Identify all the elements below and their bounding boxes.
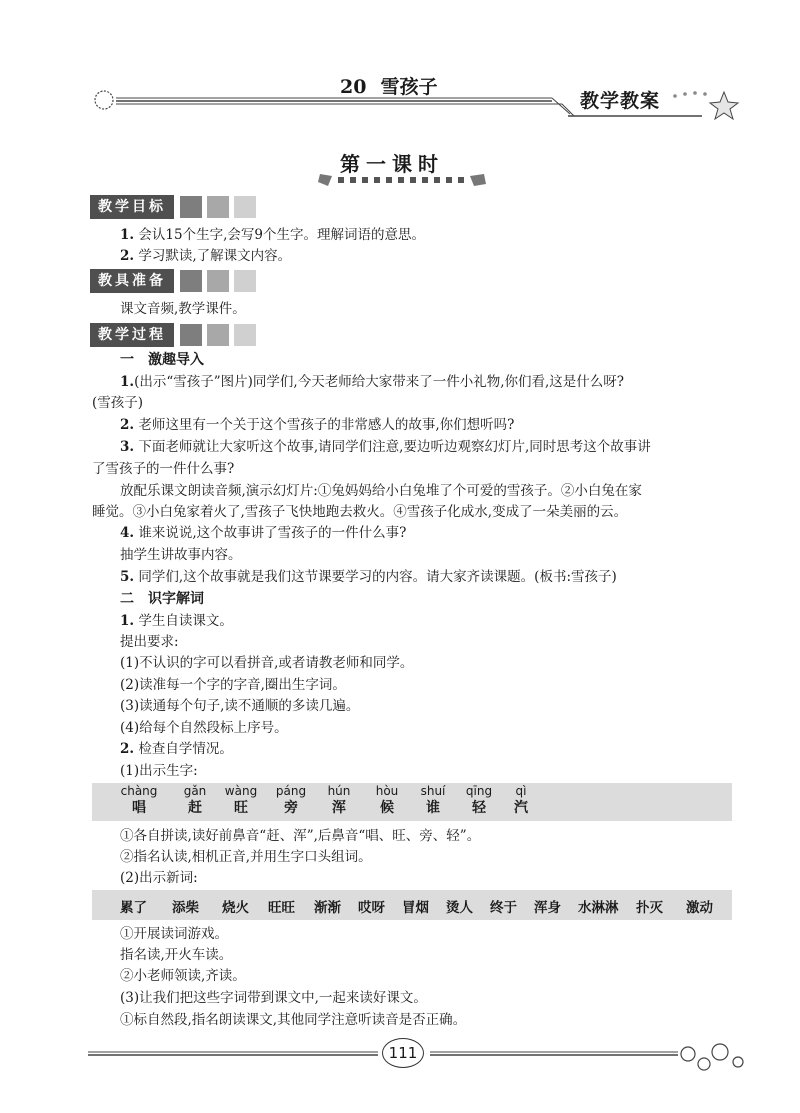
- word-item: 水淋淋: [578, 900, 619, 916]
- character-cell: hún 浑: [327, 784, 351, 816]
- part1-line: 放配乐课文朗读音频,演示幻灯片:①兔妈妈给小白兔堆了个可爱的雪孩子。②小白兔在家: [120, 483, 642, 499]
- character-cell: shuí 谁: [420, 784, 446, 816]
- part1-line: 抽学生讲故事内容。: [120, 547, 242, 563]
- part2-line: 1. 学生自读课文。: [120, 613, 233, 629]
- word-item: 烧火: [222, 900, 249, 916]
- character-cell: wàng 旺: [224, 784, 258, 816]
- word-item: 浑身: [534, 900, 561, 916]
- word-item: 渐渐: [314, 900, 341, 916]
- star-icon: [673, 91, 707, 98]
- lesson-title-text: 雪孩子: [380, 76, 438, 98]
- footer-circles-icon: [681, 1044, 743, 1070]
- section-square: [207, 270, 229, 292]
- header-circle-icon: [95, 91, 113, 109]
- character-cell: qì 汽: [514, 784, 528, 816]
- word-item: 添柴: [172, 900, 199, 916]
- words-note: ②小老师领读,齐读。: [120, 968, 246, 984]
- words-note: (3)让我们把这些字词带到课文中,一起来读好课文。: [120, 990, 427, 1006]
- word-item: 烫人: [446, 900, 473, 916]
- goal-item: 1. 会认15个生字,会写9个生字。理解词语的意思。: [120, 227, 425, 243]
- word-item: 终于: [490, 900, 517, 916]
- word-item: 旺旺: [268, 900, 295, 916]
- section-goals-header: [90, 194, 261, 220]
- requirement-item: (4)给每个自然段标上序号。: [120, 720, 288, 736]
- character-cell: qīng 轻: [465, 784, 493, 816]
- part1-line: 了雪孩子的一件什么事?: [92, 461, 235, 477]
- show-chars-label: (1)出示生字:: [120, 763, 198, 779]
- part1-line: 1.(出示“雪孩子”图片)同学们,今天老师给大家带来了一件小礼物,你们看,这是什么呀?: [120, 374, 625, 390]
- section-square: [234, 270, 256, 292]
- character-cell: hòu 候: [375, 784, 399, 816]
- words-note: ①开展读词游戏。: [120, 926, 228, 942]
- goal-item: 2. 学习默读,了解课文内容。: [120, 248, 292, 264]
- part1-line: 4. 谁来说说,这个故事讲了雪孩子的一件什么事?: [120, 525, 407, 541]
- section-square: [180, 270, 202, 292]
- words-note: ①标自然段,指名朗读课文,其他同学注意听读音是否正确。: [120, 1012, 467, 1028]
- part1-line: 3. 下面老师就让大家听这个故事,请同学们注意,要边听边观察幻灯片,同时思考这个故事讲: [120, 439, 651, 455]
- part1-line: 睡觉。③小白兔家着火了,雪孩子飞快地跑去救火。④雪孩子化成水,变成了一朵美丽的云。: [92, 504, 628, 520]
- part1-title: 一 激趣导入: [120, 352, 204, 368]
- chars-note: ①各自拼读,读好前鼻音“赶、浑”,后鼻音“唱、旺、旁、轻”。: [120, 828, 481, 844]
- tools-text: 课文音频,教学课件。: [120, 301, 246, 317]
- word-item: 激动: [686, 900, 713, 916]
- section-square: [234, 324, 256, 346]
- character-cell: páng 旁: [275, 784, 307, 816]
- chars-note: ②指名认读,相机正音,并用生字口头组词。: [120, 849, 372, 865]
- section-process-label: 教学过程: [90, 323, 174, 347]
- word-item: 扑灭: [636, 900, 663, 916]
- word-item: 哎呀: [358, 900, 385, 916]
- section-tools-label: 教具准备: [90, 269, 174, 293]
- part1-line: (雪孩子): [92, 395, 144, 411]
- section-square: [207, 196, 229, 218]
- lesson-heading: 第一课时: [340, 152, 444, 176]
- word-item: 冒烟: [402, 900, 429, 916]
- new-words-box: [92, 890, 732, 920]
- requirement-item: (3)读通每个句子,读不通顺的多读几遍。: [120, 698, 360, 714]
- section-goals-label: 教学目标: [90, 195, 174, 219]
- section-tools-header: [90, 268, 261, 294]
- character-cell: chàng 唱: [120, 784, 158, 816]
- header-right-label: 教学教案: [580, 90, 661, 112]
- show-words-label: (2)出示新词:: [120, 870, 198, 886]
- page-number: 111: [382, 1038, 424, 1068]
- section-square: [234, 196, 256, 218]
- part2-title: 二 识字解词: [120, 591, 204, 607]
- requirement-item: (2)读准每一个字的字音,圈出生字词。: [120, 677, 346, 693]
- part2-line: 2. 检查自学情况。: [120, 741, 233, 757]
- part2-line: 提出要求:: [120, 634, 179, 650]
- big-star-icon: [710, 92, 738, 119]
- section-process-header: [90, 322, 261, 348]
- section-square: [207, 324, 229, 346]
- new-characters-box: [92, 783, 732, 821]
- part1-line: 5. 同学们,这个故事就是我们这节课要学习的内容。请大家齐读课题。(板书:雪孩子): [120, 569, 617, 585]
- word-item: 累了: [120, 900, 147, 916]
- lesson-number: 20: [340, 76, 367, 98]
- section-square: [180, 324, 202, 346]
- part1-line: 2. 老师这里有一个关于这个雪孩子的非常感人的故事,你们想听吗?: [120, 417, 515, 433]
- words-note: 指名读,开火车读。: [120, 947, 233, 963]
- lesson-heading-decoration: [318, 172, 488, 188]
- requirement-item: (1)不认识的字可以看拼音,或者请教老师和同学。: [120, 655, 414, 671]
- character-cell: gǎn 赶: [183, 784, 207, 816]
- section-square: [180, 196, 202, 218]
